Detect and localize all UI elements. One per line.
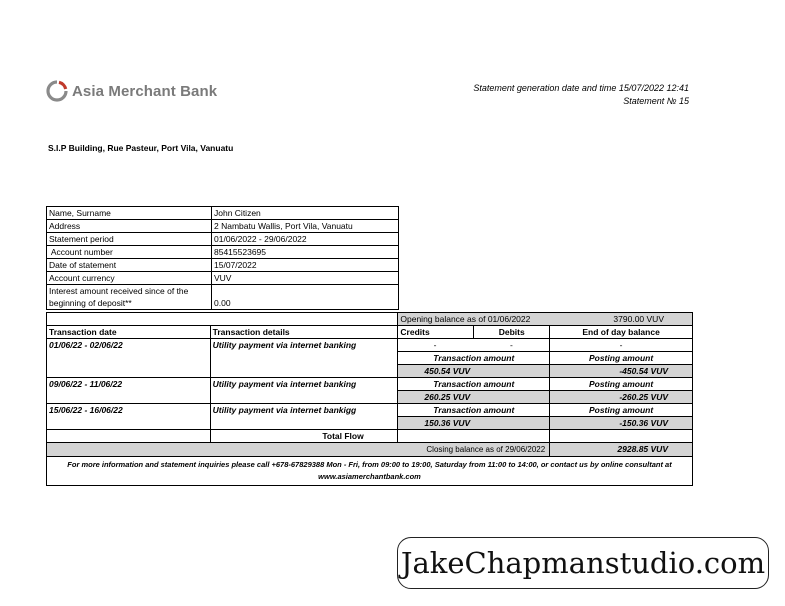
col-header-credits: Credits: [398, 326, 474, 339]
opening-balance-label: Opening balance as of 01/06/2022: [400, 314, 531, 324]
transaction-details: Utility payment via internet banking: [210, 378, 398, 404]
info-value: John Citizen: [212, 207, 399, 220]
transactions-table: [46, 312, 693, 486]
transaction-row: [47, 378, 693, 391]
info-row: [47, 246, 399, 259]
total-flow-label: Total Flow: [210, 430, 398, 443]
footer-row: [47, 457, 693, 486]
posting-amount: -450.54 VUV: [550, 365, 693, 378]
posting-amount: -260.25 VUV: [550, 391, 693, 404]
transaction-amount: 260.25 VUV: [398, 391, 550, 404]
bank-name: Asia Merchant Bank: [72, 82, 218, 100]
col-header-debits: Debits: [474, 326, 550, 339]
transaction-amount-label: Transaction amount: [398, 378, 550, 391]
transaction-details: Utility payment via internet bankigg: [210, 404, 398, 430]
info-label: Account number: [47, 246, 212, 259]
col-header-eod: End of day balance: [550, 326, 693, 339]
info-value: 0.00: [212, 285, 399, 310]
statement-number: Statement № 15: [623, 96, 689, 106]
posting-amount-label: Posting amount: [550, 404, 693, 417]
closing-balance-text: Closing balance as of 29/06/2022: [426, 445, 546, 454]
posting-amount-label: Posting amount: [550, 378, 693, 391]
info-row: [47, 233, 399, 246]
col-header-date: Transaction date: [47, 326, 211, 339]
info-value: 01/06/2022 - 29/06/2022: [212, 233, 399, 246]
transaction-amount-label: Transaction amount: [398, 404, 550, 417]
bank-logo: [46, 80, 217, 102]
transaction-details: Utility payment via internet banking: [210, 339, 398, 378]
posting-amount-label: Posting amount: [550, 352, 693, 365]
opening-balance-row: [47, 313, 693, 326]
footer-contact-info: For more information and statement inquiries please call +678-67829388 Mon - Fri, from 09:00 to 19:00, Saturday from 11:00 to 14:00, or contact us by online consultant at www.asiamerchantbank.com: [47, 457, 693, 486]
closing-balance-label: [47, 443, 550, 457]
transaction-amount-label: Transaction amount: [398, 352, 550, 365]
bank-logo-icon: [46, 80, 68, 102]
transaction-row: [47, 404, 693, 417]
generation-datetime: Statement generation date and time 15/07/2022 12:41: [473, 83, 689, 93]
total-flow-row: [47, 430, 693, 443]
bank-address: S.I.P Building, Rue Pasteur, Port Vila, Vanuatu: [48, 143, 234, 153]
info-label: Date of statement: [47, 259, 212, 272]
posting-amount: -150.36 VUV: [550, 417, 693, 430]
info-value: VUV: [212, 272, 399, 285]
info-label: Interest amount received since of the beginning of deposit**: [47, 285, 212, 310]
info-row: [47, 220, 399, 233]
opening-balance: [398, 313, 693, 326]
transaction-date: 01/06/22 - 02/06/22: [47, 339, 211, 378]
debit-dash: -: [474, 339, 550, 352]
column-header-row: [47, 326, 693, 339]
transaction-amount: 450.54 VUV: [398, 365, 550, 378]
closing-balance-row: [47, 443, 693, 457]
info-label: Statement period: [47, 233, 212, 246]
watermark: JakeChapmanstudio.com: [397, 537, 769, 589]
info-row: [47, 259, 399, 272]
info-label: Name, Surname: [47, 207, 212, 220]
opening-balance-amount: 3790.00 VUV: [613, 314, 664, 324]
info-label: Account currency: [47, 272, 212, 285]
closing-balance-amount: 2928.85 VUV: [550, 443, 693, 457]
transaction-date: 09/06/22 - 11/06/22: [47, 378, 211, 404]
transaction-amount: 150.36 VUV: [398, 417, 550, 430]
statement-header: [473, 82, 689, 108]
eod-dash: -: [550, 339, 693, 352]
col-header-details: Transaction details: [210, 326, 398, 339]
transaction-date: 15/06/22 - 16/06/22: [47, 404, 211, 430]
credit-dash: -: [433, 340, 437, 350]
transaction-row: [47, 339, 693, 352]
info-value: 2 Nambatu Wallis, Port Vila, Vanuatu: [212, 220, 399, 233]
info-value: 85415523695: [212, 246, 399, 259]
info-value: 15/07/2022: [212, 259, 399, 272]
info-label: Address: [47, 220, 212, 233]
account-info-table: [46, 206, 399, 310]
info-row: [47, 285, 399, 310]
info-row: [47, 207, 399, 220]
info-row: [47, 272, 399, 285]
